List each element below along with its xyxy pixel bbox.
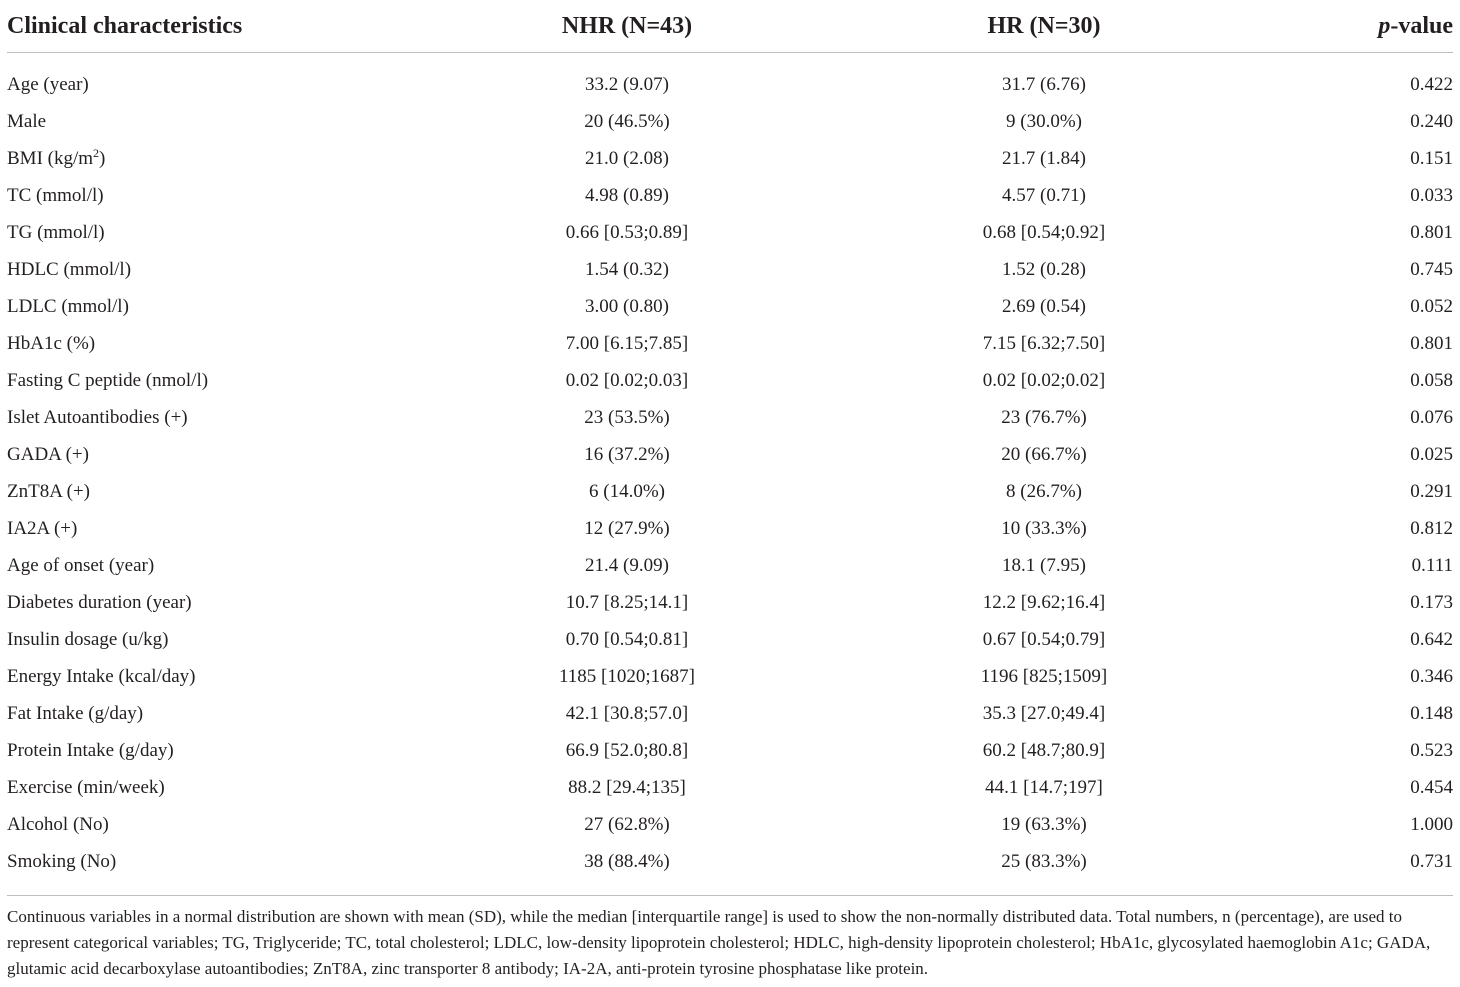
table-row <box>7 251 1453 288</box>
row-label: LDLC (mmol/l) <box>7 295 129 317</box>
row-pvalue: 1.000 <box>1410 813 1453 835</box>
table-row <box>7 399 1453 436</box>
table-row <box>7 769 1453 806</box>
row-hr-value: 1196 [825;1509] <box>980 665 1108 687</box>
row-nhr-value: 0.70 [0.54;0.81] <box>565 628 689 650</box>
table-row <box>7 177 1453 214</box>
header-hr: HR (N=30) <box>827 0 1261 53</box>
table-body <box>7 53 1453 896</box>
row-label: Age (year) <box>7 73 89 95</box>
row-hr-value: 35.3 [27.0;49.4] <box>982 702 1106 724</box>
header-pvalue-suffix: -value <box>1390 12 1453 39</box>
row-hr-value: 25 (83.3%) <box>1001 850 1087 872</box>
row-label <box>7 140 427 177</box>
row-nhr-value: 4.98 (0.89) <box>585 184 669 206</box>
table-row <box>7 806 1453 843</box>
row-nhr-value: 88.2 [29.4;135] <box>568 776 686 798</box>
row-pvalue: 0.033 <box>1410 184 1453 206</box>
row-pvalue: 0.454 <box>1410 776 1453 798</box>
row-nhr-value: 0.66 [0.53;0.89] <box>565 221 689 243</box>
row-hr-value: 1.52 (0.28) <box>1002 258 1086 280</box>
row-label-suffix: ) <box>99 147 106 169</box>
row-hr-value: 19 (63.3%) <box>1001 813 1087 835</box>
row-hr-value: 20 (66.7%) <box>1001 443 1087 465</box>
row-nhr-value: 66.9 [52.0;80.8] <box>565 739 689 761</box>
header-characteristic: Clinical characteristics <box>7 0 427 53</box>
row-label: Insulin dosage (u/kg) <box>7 628 169 650</box>
table-row <box>7 140 1453 177</box>
row-label: TC (mmol/l) <box>7 184 104 206</box>
row-nhr-value: 10.7 [8.25;14.1] <box>565 591 689 613</box>
row-pvalue: 0.240 <box>1410 110 1453 132</box>
row-hr-value: 23 (76.7%) <box>1001 406 1087 428</box>
clinical-characteristics-table-container <box>7 0 1453 896</box>
row-label: HDLC (mmol/l) <box>7 258 132 280</box>
row-pvalue: 0.801 <box>1410 221 1453 243</box>
row-label: Exercise (min/week) <box>7 776 165 798</box>
table-row <box>7 510 1453 547</box>
table-header-row <box>7 0 1453 53</box>
row-nhr-value: 1185 [1020;1687] <box>559 665 695 687</box>
table-row <box>7 547 1453 584</box>
row-pvalue: 0.291 <box>1410 480 1453 502</box>
table-row <box>7 658 1453 695</box>
row-label: HbA1c (%) <box>7 332 96 354</box>
row-nhr-value: 16 (37.2%) <box>584 443 670 465</box>
clinical-characteristics-table <box>7 0 1453 896</box>
row-hr-value: 10 (33.3%) <box>1001 517 1087 539</box>
row-label: Alcohol (No) <box>7 813 109 835</box>
row-nhr-value: 1.54 (0.32) <box>585 258 669 280</box>
table-row <box>7 584 1453 621</box>
row-hr-value: 8 (26.7%) <box>1006 480 1082 502</box>
table-row <box>7 732 1453 769</box>
row-pvalue: 0.076 <box>1410 406 1453 428</box>
table-row <box>7 66 1453 103</box>
row-nhr-value: 3.00 (0.80) <box>585 295 669 317</box>
row-label: ZnT8A (+) <box>7 480 91 502</box>
row-label: GADA (+) <box>7 443 89 465</box>
row-pvalue: 0.745 <box>1410 258 1453 280</box>
row-nhr-value: 0.02 [0.02;0.03] <box>565 369 689 391</box>
row-nhr-value: 12 (27.9%) <box>584 517 670 539</box>
row-label: TG (mmol/l) <box>7 221 105 243</box>
header-nhr: NHR (N=43) <box>427 0 827 53</box>
row-hr-value: 2.69 (0.54) <box>1002 295 1086 317</box>
row-hr-value: 44.1 [14.7;197] <box>985 776 1103 798</box>
row-nhr-value: 21.4 (9.09) <box>585 554 669 576</box>
table-footnote: Continuous variables in a normal distribution are shown with mean (SD), while the median [interquartile range] is used to show the non-normally distributed data. Total numbers, n (percentage), are used to represent categorical variables; TG, Triglyceride; TC, total cholesterol; LDLC, low-density lipoprotein cholesterol; HDLC, high-density lipoprotein cholesterol; HbA1c, glycosylated haemoglobin A1c; GADA, glutamic acid decarboxylase autoantibodies; ZnT8A, zinc transporter 8 antibody; IA-2A, anti-protein tyrosine phosphatase like protein. <box>7 907 1431 978</box>
row-hr-value: 31.7 (6.76) <box>1002 73 1086 95</box>
row-nhr-value: 33.2 (9.07) <box>585 73 669 95</box>
row-label: IA2A (+) <box>7 517 78 539</box>
row-nhr-value: 23 (53.5%) <box>584 406 670 428</box>
row-label: Age of onset (year) <box>7 554 155 576</box>
row-hr-value: 12.2 [9.62;16.4] <box>982 591 1106 613</box>
row-label: Diabetes duration (year) <box>7 591 192 613</box>
row-label: Fat Intake (g/day) <box>7 702 144 724</box>
row-nhr-value: 38 (88.4%) <box>584 850 670 872</box>
row-nhr-value: 20 (46.5%) <box>584 110 670 132</box>
table-row <box>7 695 1453 732</box>
row-label: Smoking (No) <box>7 850 117 872</box>
table-row <box>7 103 1453 140</box>
row-hr-value: 9 (30.0%) <box>1006 110 1082 132</box>
row-pvalue: 0.173 <box>1410 591 1453 613</box>
row-pvalue: 0.812 <box>1410 517 1453 539</box>
row-nhr-value: 7.00 [6.15;7.85] <box>565 332 689 354</box>
row-pvalue: 0.111 <box>1411 554 1453 576</box>
row-pvalue: 0.731 <box>1410 850 1453 872</box>
table-row <box>7 214 1453 251</box>
row-nhr-value: 42.1 [30.8;57.0] <box>565 702 689 724</box>
row-pvalue: 0.523 <box>1410 739 1453 761</box>
row-hr-value: 0.02 [0.02;0.02] <box>982 369 1106 391</box>
row-label: Male <box>7 110 47 132</box>
row-label-superscript: 2 <box>93 145 100 160</box>
row-nhr-value: 21.0 (2.08) <box>585 147 669 169</box>
table-row <box>7 325 1453 362</box>
row-label-text: BMI (kg/m <box>7 147 94 169</box>
row-hr-value: 0.68 [0.54;0.92] <box>982 221 1106 243</box>
row-hr-value: 21.7 (1.84) <box>1002 147 1086 169</box>
row-hr-value: 60.2 [48.7;80.9] <box>982 739 1106 761</box>
table-row <box>7 288 1453 325</box>
row-label: Fasting C peptide (nmol/l) <box>7 369 209 391</box>
row-pvalue: 0.148 <box>1410 702 1453 724</box>
row-pvalue: 0.025 <box>1410 443 1453 465</box>
row-pvalue: 0.422 <box>1410 73 1453 95</box>
table-row <box>7 621 1453 658</box>
row-pvalue: 0.058 <box>1410 369 1453 391</box>
row-hr-value: 7.15 [6.32;7.50] <box>982 332 1106 354</box>
table-row <box>7 473 1453 510</box>
table-row <box>7 362 1453 399</box>
row-nhr-value: 6 (14.0%) <box>589 480 665 502</box>
table-row <box>7 436 1453 473</box>
table-bottom-rule <box>7 880 1453 896</box>
row-label: Protein Intake (g/day) <box>7 739 174 761</box>
row-pvalue: 0.801 <box>1410 332 1453 354</box>
row-label: Energy Intake (kcal/day) <box>7 665 196 687</box>
row-pvalue: 0.151 <box>1410 147 1453 169</box>
row-nhr-value: 27 (62.8%) <box>584 813 670 835</box>
row-hr-value: 0.67 [0.54;0.79] <box>982 628 1106 650</box>
row-hr-value: 4.57 (0.71) <box>1002 184 1086 206</box>
row-pvalue: 0.346 <box>1410 665 1453 687</box>
row-pvalue: 0.642 <box>1410 628 1453 650</box>
row-label: Islet Autoantibodies (+) <box>7 406 188 428</box>
header-pvalue-prefix: p <box>1378 12 1391 39</box>
row-pvalue: 0.052 <box>1410 295 1453 317</box>
table-row <box>7 843 1453 880</box>
header-pvalue <box>1261 0 1453 53</box>
row-hr-value: 18.1 (7.95) <box>1002 554 1086 576</box>
